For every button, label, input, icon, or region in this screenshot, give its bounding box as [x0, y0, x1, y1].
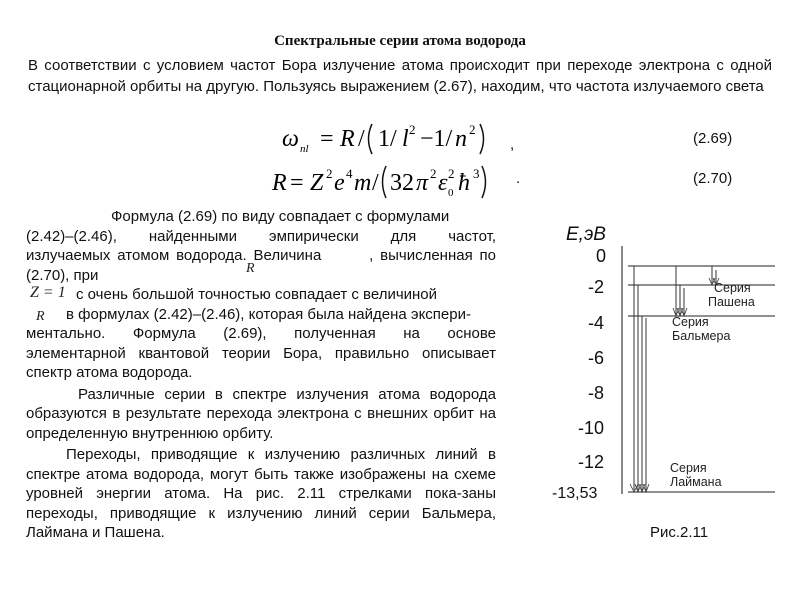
svg-text:nl: nl — [300, 143, 309, 155]
p1-line-2: (2.42)–(2.46), найденными эмпирически для частот, — [26, 227, 496, 245]
energy-axis-label: E,эВ — [566, 224, 606, 245]
figure-caption: Рис.2.11 — [650, 524, 709, 541]
inline-math-r-2: R — [36, 309, 45, 324]
svg-text:2: 2 — [448, 166, 455, 181]
inline-math-z-equals-1: Z = 1 — [30, 284, 66, 301]
tick-minus-2: -2 — [588, 277, 605, 297]
svg-text:ω: ω — [282, 126, 299, 152]
svg-text:2: 2 — [409, 122, 416, 137]
tick-minus-12: -12 — [578, 452, 605, 472]
formula-2-70 — [268, 160, 508, 202]
tick-minus-8: -8 — [588, 383, 605, 403]
paragraph-1 — [26, 207, 496, 383]
series-paschen-label-1: Серия — [714, 281, 751, 295]
section-title: Спектральные серии атома водорода — [274, 33, 526, 49]
svg-text:2: 2 — [469, 122, 476, 137]
svg-text:2: 2 — [430, 166, 437, 181]
body-text — [26, 207, 496, 543]
p1-line-7: ментально. Формула (2.69), полученная на основе — [26, 325, 496, 342]
equation-number-2-70: (2.70) — [693, 170, 733, 187]
formula-2-69-comma: , — [510, 136, 515, 153]
svg-text:ε: ε — [438, 170, 448, 196]
formula-2-69 — [280, 118, 500, 160]
svg-text:R: R — [340, 126, 355, 152]
balmer-arrows — [673, 266, 687, 316]
svg-text:l: l — [402, 126, 409, 152]
svg-text:n: n — [455, 126, 467, 152]
tick-0: 0 — [596, 246, 607, 266]
series-paschen-label-2: Пашена — [708, 295, 755, 309]
p1-line-9: спектр атома водорода. — [26, 364, 193, 381]
p1-line-4: (2.70), при — [26, 266, 99, 284]
svg-text:m: m — [354, 170, 372, 196]
svg-text:e: e — [334, 170, 345, 196]
series-lyman-label-2: Лаймана — [670, 475, 722, 489]
svg-text:2: 2 — [326, 166, 333, 181]
svg-text:/: / — [372, 170, 379, 196]
lyman-arrows — [630, 266, 649, 492]
series-balmer-label-1: Серия — [672, 315, 709, 329]
svg-text:R: R — [272, 170, 287, 196]
tick-minus-4: -4 — [588, 313, 605, 333]
svg-text:Z: Z — [310, 170, 324, 196]
svg-text:1/: 1/ — [378, 126, 397, 152]
intro-paragraph: В соответствии с условием частот Бора излучение атома происходит при переходе электрона с одной стационарной орбиты на другую. Пользуясь выражением (2.67), находим, что частота излучаемого света — [28, 57, 772, 95]
svg-text:−1/: −1/ — [420, 126, 453, 152]
svg-text:/: / — [358, 126, 365, 152]
p1-line-1: Формула (2.69) по виду совпадает с формулами — [111, 208, 450, 225]
tick-minus-10: -10 — [578, 418, 605, 438]
p1-line-5: с очень большой точностью совпадает с величиной — [76, 286, 438, 303]
equation-number-2-69: (2.69) — [693, 130, 733, 147]
p1-line-8: элементарной квантовой теории Бора, правильно описывает — [26, 344, 496, 362]
svg-text:4: 4 — [346, 166, 353, 181]
svg-text:π: π — [416, 170, 429, 196]
svg-text:3: 3 — [473, 166, 480, 181]
formula-2-70-period: . — [516, 170, 521, 187]
p1-line-3: излучаемых атомом водорода. Величина , вычисленная по — [26, 247, 496, 264]
inline-math-r-1: R — [246, 261, 255, 276]
series-balmer-label-2: Бальмера — [672, 329, 731, 343]
paragraph-3: Переходы, приводящие к излучению различных линий в спектре атома водорода, могут быть также изображены на схеме уровней энергии атома. На рис. 2.11 стрелками пока-заны переходы, приводящие к излучению линий серии Бальмера, Лаймана и Пашена. — [26, 446, 496, 541]
svg-text:=: = — [290, 170, 304, 196]
energy-level-diagram — [540, 222, 780, 504]
tick-minus-6: -6 — [588, 348, 605, 368]
svg-text:0: 0 — [448, 187, 454, 199]
svg-text:ħ: ħ — [458, 170, 470, 196]
p1-line-6: в формулах (2.42)–(2.46), которая была найдена экспери- — [66, 305, 471, 323]
svg-text:32: 32 — [390, 170, 414, 196]
paragraph-2: Различные серии в спектре излучения атома водорода образуются в результате перехода электрона с внешних орбит на определенную внутреннюю орбиту. — [26, 385, 496, 442]
tick-minus-13-53: -13,53 — [552, 485, 598, 502]
series-lyman-label-1: Серия — [670, 461, 707, 475]
svg-text:=: = — [320, 126, 334, 152]
